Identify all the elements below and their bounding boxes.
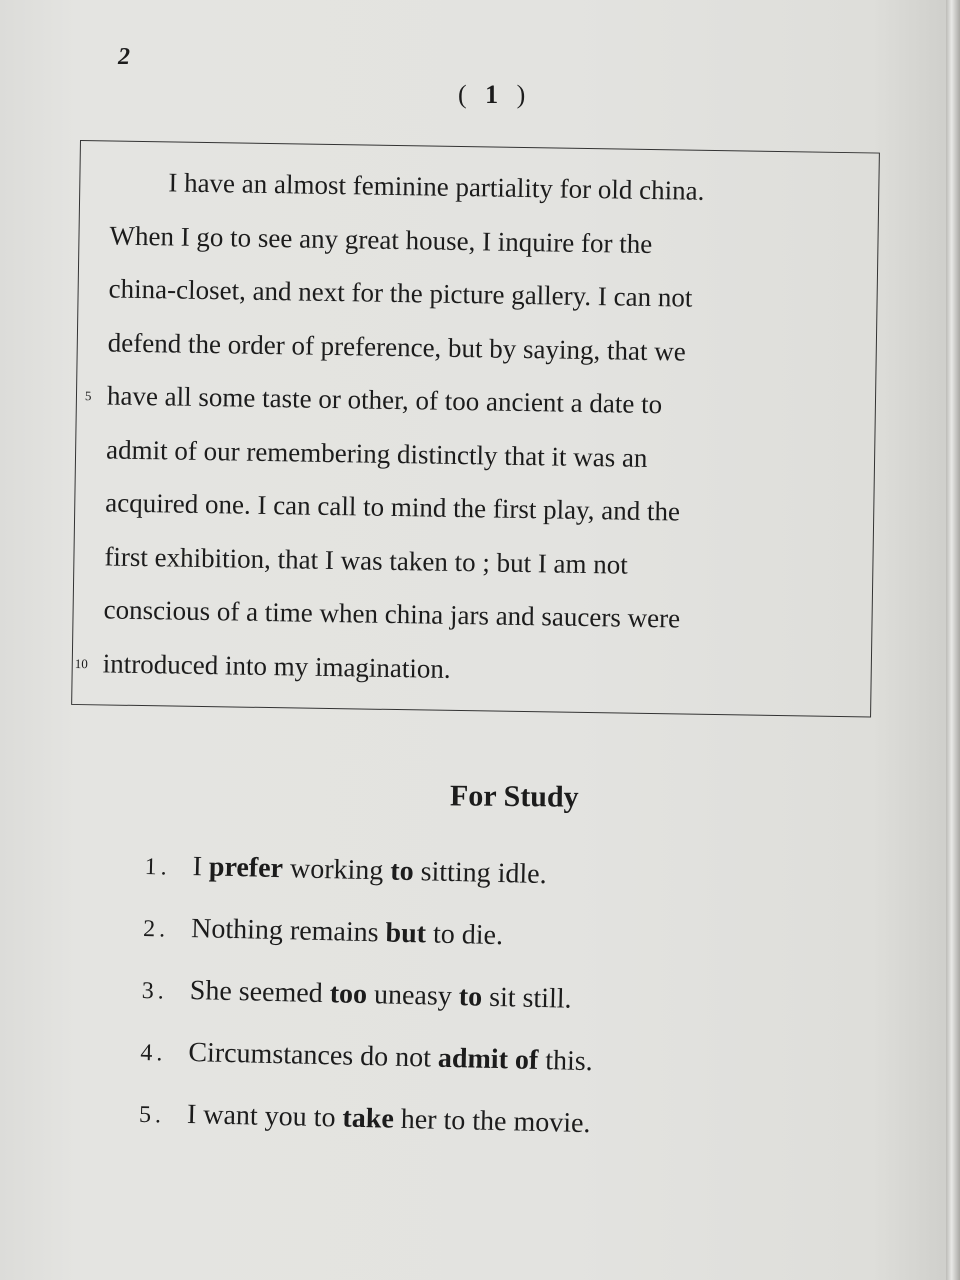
- line-number-10: 10: [74, 655, 88, 671]
- section-paren-close: ): [516, 80, 532, 109]
- study-item-number: 3.: [141, 977, 169, 1005]
- page-number: 2: [118, 44, 130, 70]
- study-list: [138, 850, 795, 1175]
- passage-line: conscious of a time when china jars and saucers were: [103, 594, 681, 634]
- passage-line: I have an almost feminine partiality for old china.: [168, 167, 705, 206]
- section-number: [458, 80, 531, 110]
- study-item-text: I prefer working to sitting idle.: [192, 851, 547, 891]
- study-item-number: 4.: [140, 1039, 167, 1067]
- passage-line: 10 introduced into my imagination.: [102, 637, 848, 702]
- passage-line: acquired one. I can call to mind the first play, and the: [105, 487, 681, 527]
- page-edge: [946, 0, 960, 1280]
- study-item-text: Circumstances do not admit of this.: [188, 1037, 594, 1078]
- passage-text: [74, 155, 855, 702]
- study-item-text: Nothing remains but to die.: [190, 913, 504, 952]
- study-item-text: I want you to take her to the movie.: [186, 1099, 591, 1140]
- study-item-number: 2.: [142, 915, 170, 943]
- line-number-5: 5: [84, 388, 92, 404]
- study-title: For Study: [449, 779, 579, 814]
- section-number-value: 1: [485, 80, 505, 109]
- passage-line: first exhibition, that I was taken to ; but I am not: [104, 540, 629, 580]
- passage-line: 5 have all some taste or other, of too ancient a date to: [107, 369, 853, 434]
- passage-box: [71, 140, 880, 717]
- passage-line: china-closet, and next for the picture gallery. I can not: [108, 273, 693, 313]
- section-paren-open: (: [458, 80, 473, 109]
- passage-line: When I go to see any great house, I inquire for the: [109, 219, 653, 259]
- passage-line: admit of our remembering distinctly that it was an: [105, 433, 648, 473]
- study-item-number: 1.: [144, 853, 171, 881]
- study-item-text: She seemed too uneasy to sit still.: [189, 975, 572, 1015]
- passage-line: defend the order of preference, but by saying, that we: [107, 326, 687, 367]
- study-item-number: 5.: [138, 1101, 166, 1129]
